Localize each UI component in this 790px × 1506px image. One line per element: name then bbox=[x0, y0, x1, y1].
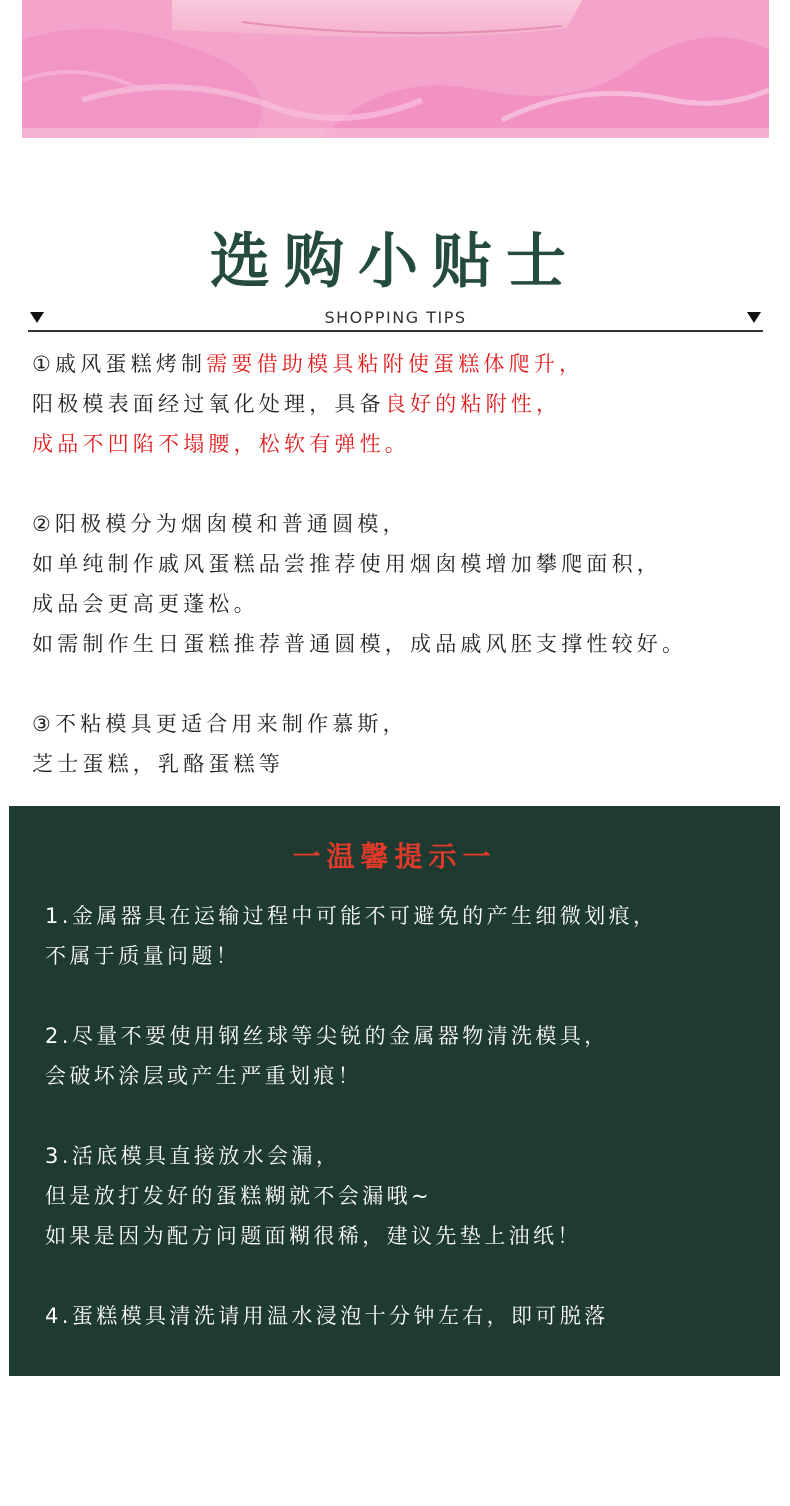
tip2-line4: 如需制作生日蛋糕推荐普通圆模，成品戚风胚支撑性较好。 bbox=[32, 632, 688, 656]
pink-cloth-illustration bbox=[22, 0, 769, 138]
shopping-tips-title: 选购小贴士 bbox=[210, 227, 580, 297]
tip1-line2 bbox=[32, 384, 782, 424]
tip2-line1: ②阳极模分为烟囱模和普通圆模， bbox=[32, 512, 408, 536]
shopping-tips-subtitle-row bbox=[28, 306, 763, 332]
warm-notice-panel bbox=[9, 806, 780, 1376]
tip3-line1: ③不粘模具更适合用来制作慕斯， bbox=[32, 712, 408, 736]
shopping-tips-subtitle: SHOPPING TIPS bbox=[324, 308, 467, 327]
tip1-text: 阳极模表面经过氧化处理，具备 bbox=[32, 392, 385, 416]
notice-item3-line2: 但是放打发好的蛋糕糊就不会漏哦~ bbox=[45, 1184, 432, 1208]
tip2-line2: 如单纯制作戚风蛋糕品尝推荐使用烟囱模增加攀爬面积， bbox=[32, 552, 662, 576]
notice-item3-line3: 如果是因为配方问题面糊很稀，建议先垫上油纸！ bbox=[45, 1224, 582, 1248]
tip1-highlight: 需要借助模具粘附使蛋糕体爬升， bbox=[206, 352, 585, 376]
notice-item3-line1: 3.活底模具直接放水会漏， bbox=[45, 1144, 341, 1168]
divider bbox=[28, 330, 763, 332]
tip1-text: ①戚风蛋糕烤制 bbox=[32, 352, 207, 376]
tip1-line1 bbox=[32, 344, 782, 384]
notice-item1-line1: 1.金属器具在运输过程中可能不可避免的产生细微划痕， bbox=[45, 904, 658, 928]
tip1-line3: 成品不凹陷不塌腰，松软有弹性。 bbox=[32, 432, 410, 456]
shopping-tips-body bbox=[32, 344, 782, 784]
warm-notice-body bbox=[45, 896, 775, 1336]
notice-item2-line2: 会破坏涂层或产生严重划痕！ bbox=[45, 1064, 363, 1088]
triangle-down-icon bbox=[747, 312, 761, 323]
notice-item4-line1: 4.蛋糕模具清洗请用温水浸泡十分钟左右，即可脱落 bbox=[45, 1304, 609, 1328]
tip2-line3: 成品会更高更蓬松。 bbox=[32, 592, 259, 616]
product-photo bbox=[22, 0, 769, 138]
tip1-highlight: 良好的粘附性， bbox=[384, 392, 562, 416]
notice-item1-line2: 不属于质量问题！ bbox=[45, 944, 241, 968]
pink-box-shape bbox=[172, 0, 582, 37]
warm-notice-title: 一温馨提示一 bbox=[292, 840, 497, 873]
notice-item2-line1: 2.尽量不要使用钢丝球等尖锐的金属器物清洗模具， bbox=[45, 1024, 609, 1048]
tip3-line2: 芝士蛋糕，乳酪蛋糕等 bbox=[32, 752, 284, 776]
